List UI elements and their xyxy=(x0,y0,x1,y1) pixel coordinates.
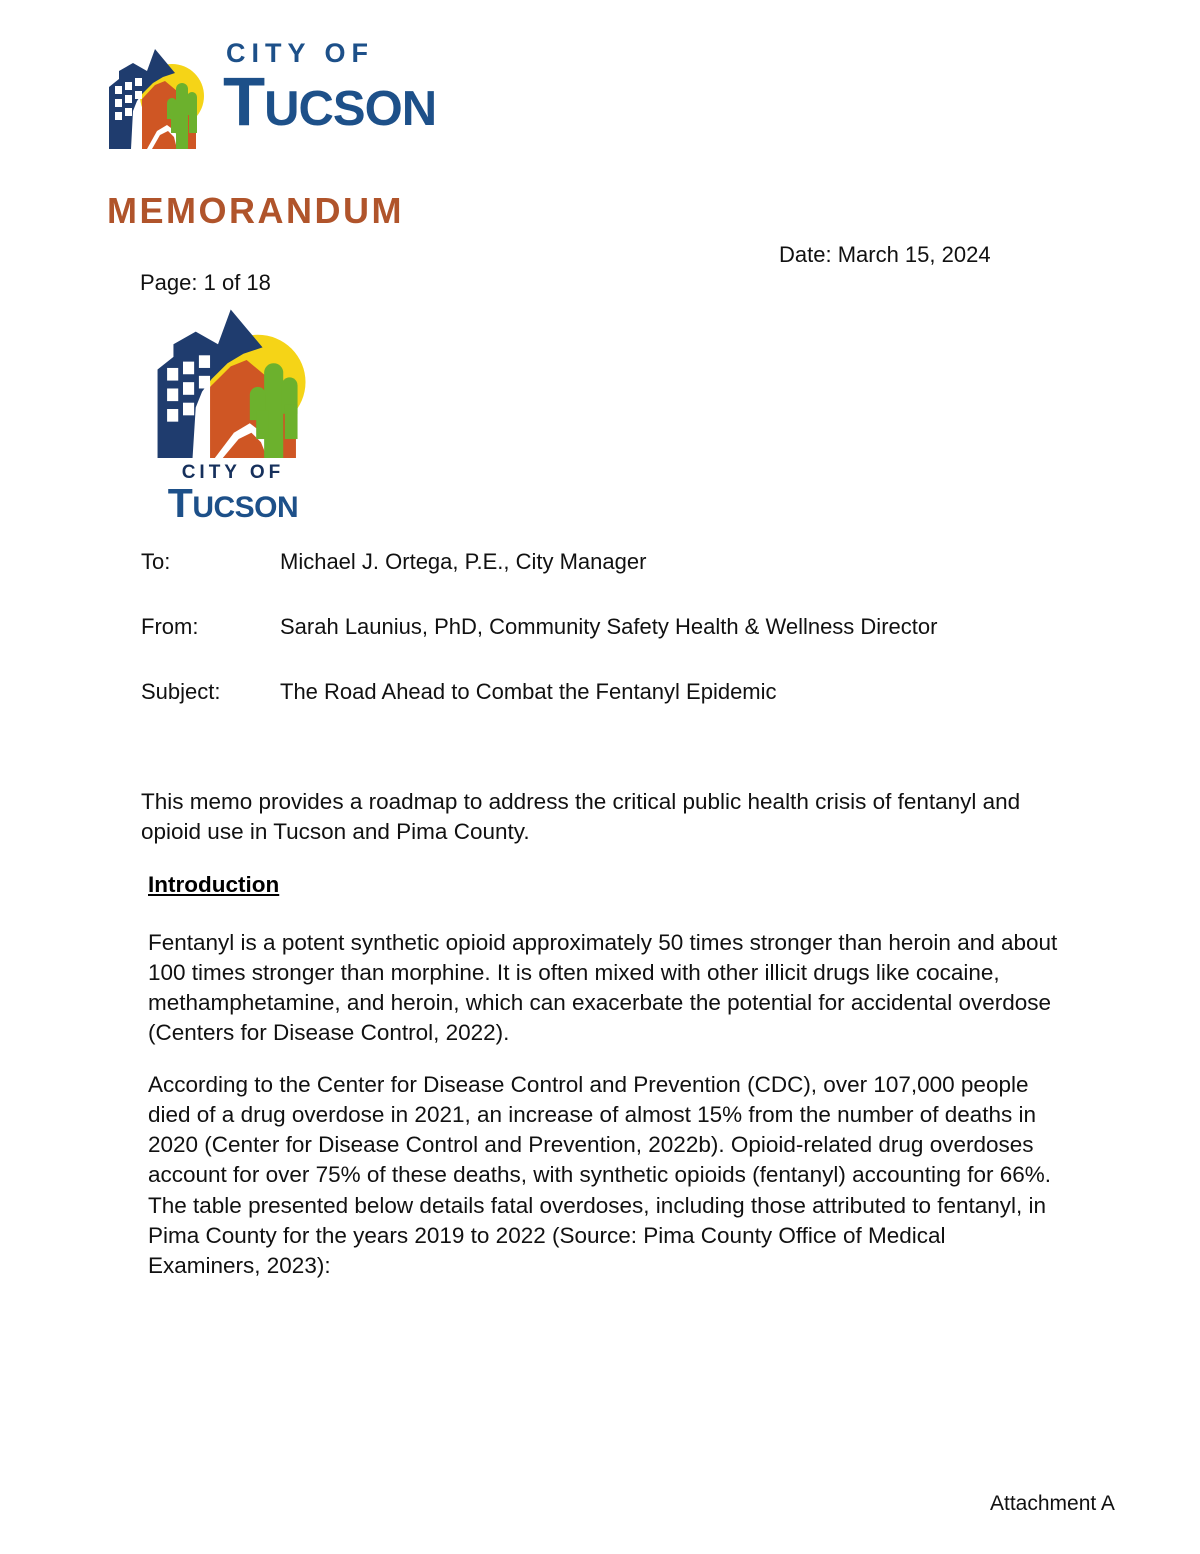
memo-field-to-value: Michael J. Ortega, P.E., City Manager xyxy=(280,549,647,574)
stacked-city-of-text: CITY OF xyxy=(181,462,285,483)
memo-field-from-value: Sarah Launius, PhD, Community Safety Health & Wellness Director xyxy=(280,614,938,639)
memo-field-subject xyxy=(141,679,1041,744)
page-indicator: Page: 1 of 18 xyxy=(140,270,271,295)
memo-fields xyxy=(141,549,1041,744)
section-heading-introduction: Introduction xyxy=(148,872,280,897)
memo-field-to xyxy=(141,549,1041,614)
body-paragraph-2: According to the Center for Disease Control and Prevention (CDC), over 107,000 people died of a drug overdose in 2021, an increase of almost 15% from the number of deaths in 2020 (Center for Disease Control and Prevention, 2022b). Opioid-related drug overdoses account for over 75% of these deaths, with synthetic opioids (fentanyl) accounting for 66%. The table presented below details fatal overdoses, including those attributed to fentanyl, in Pima County for the years 2019 to 2022 (Source: Pima County Office of Medical Examiners, 2023): xyxy=(148,1072,1052,1278)
stacked-tucson-text: TUCSON xyxy=(167,480,299,526)
memo-field-from xyxy=(141,614,1041,679)
page-title: MEMORANDUM xyxy=(107,190,404,231)
body-paragraph-1: Fentanyl is a potent synthetic opioid approximately 50 times stronger than heroin and about 100 times stronger than morphine. It is often mixed with other illicit drugs like cocaine, methamphetamine, and heroin, which can exacerbate the potential for accidental overdose (Centers for Disease Control, 2022). xyxy=(148,930,1058,1046)
memo-field-from-label: From: xyxy=(141,614,199,639)
attachment-label: Attachment A xyxy=(990,1492,1115,1515)
memo-lede-paragraph: This memo provides a roadmap to address the critical public health crisis of fentanyl and opioid use in Tucson and Pima County. xyxy=(141,789,1021,844)
header-wordmark xyxy=(223,38,623,140)
tucson-city-logo-icon xyxy=(103,39,213,149)
memo-field-subject-label: Subject: xyxy=(141,679,221,704)
header-city-of-text: CITY OF xyxy=(226,38,375,68)
memo-date: Date: March 15, 2024 xyxy=(779,242,991,267)
header-logo xyxy=(103,34,523,154)
memo-field-to-label: To: xyxy=(141,549,171,574)
stacked-logo xyxy=(140,300,326,525)
memo-field-subject-value: The Road Ahead to Combat the Fentanyl Epidemic xyxy=(280,679,777,704)
header-tucson-text: TUCSON xyxy=(223,63,437,140)
tucson-city-logo-icon xyxy=(148,300,323,458)
